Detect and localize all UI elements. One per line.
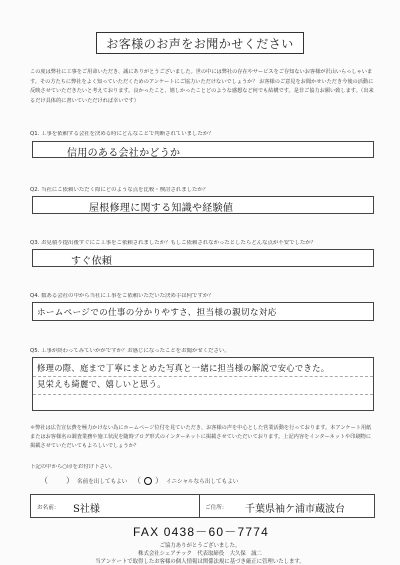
survey-title-text: お客様のお声をお聞かせください xyxy=(106,36,294,51)
choice-bracket-open: （ xyxy=(133,476,141,485)
survey-title xyxy=(96,32,304,54)
customer-info-box xyxy=(30,494,375,518)
question-1-answer-box xyxy=(32,141,374,158)
footer-privacy: 当アンケートで取得したお客様の個人情報は関係法規に基づき厳正に管理いたします。 xyxy=(95,559,305,565)
question-3-label: Q3. お見積り提出後すぐにご工事をご依頼されましたか？もしご依頼されなかったとしたらどんな点が不安でしたか？ xyxy=(30,240,317,246)
question-1-answer: 信用のある会社かどうか xyxy=(67,148,181,159)
fax-number: FAX 0438－60－7774 xyxy=(133,525,269,539)
name-label: お名前： xyxy=(37,505,60,511)
intro-paragraph: この度は弊社に工事をご用命いただき、誠にありがとうございました。世の中には弊社の存在やサービスをご存知ないお客様が沢山いらっしゃいます。その方たちに弊社をよく知っていただくためのアンケートにご協力いただけないでしょうか？ お客様のご意見をお聞かせいただき今後の活動に反映させていただきたいと考えております。良かったこと、嬉しかったことどのような感想など何でも結構です。是非ご協力お願い致します。（出来るだけ具体的に書いていただければ幸いです） xyxy=(30,69,374,104)
choice-name-ok[interactable] xyxy=(40,475,127,486)
name-value: S社様 xyxy=(73,504,100,515)
question-5-answer-box xyxy=(32,357,374,411)
question-2-answer: 屋根修理に関する知識や経験値 xyxy=(89,203,234,214)
choice-name-ok-label: 名前を出してもよい xyxy=(77,478,128,485)
choice-bracket-open: （ xyxy=(40,476,48,485)
question-3-answer-box xyxy=(32,249,374,267)
question-2-answer-box xyxy=(32,196,374,214)
address-value: 千葉県袖ケ浦市蔵波台 xyxy=(245,504,345,515)
footer-thanks: ご協力ありがとうございました。 xyxy=(159,543,241,549)
choice-prompt: 下記の中から○印をお付け下さい。 xyxy=(30,464,116,470)
choice-bracket-close: ） xyxy=(66,476,74,485)
question-2-label: Q2. 当社にご依頼いただく際にどのような点を比較・検討されましたか？ xyxy=(30,187,209,193)
choice-initial-ok-label: イニシャルなら出してもよい xyxy=(166,478,239,485)
circle-mark-icon xyxy=(144,477,152,485)
info-divider xyxy=(199,495,200,517)
footer-company: 株式会社シェアテック 代表取締役 大久保 誠二 xyxy=(138,551,262,557)
choice-bracket-close: ） xyxy=(155,476,163,485)
choice-initial-ok[interactable] xyxy=(133,475,238,486)
question-4-answer-box xyxy=(32,302,374,321)
address-label: ご住所： xyxy=(205,505,228,511)
question-4-answer: ホームページでの仕事の分かりやすさ、担当様の親切な対応 xyxy=(37,308,277,318)
publication-notice: ＊弊社は広告宣伝費を極力かけない為にホームページ位付を見ていただき、お客様の声を中心とした営業活動を行っております。本アンケート用紙またはお客様名の調査業務や施工状況を随時ブログ形式のインターネットに掲載させていただいております。上記内容をインターネットや印刷物に掲載させていただいてもよろしいでしょうか？ xyxy=(30,425,372,449)
question-5-answer-line-1: 修理の際、庭まで丁寧にまとめた写真と一緒に担当様の解説で安心できた。 xyxy=(37,363,330,373)
question-3-answer: すぐ依頼 xyxy=(71,256,113,267)
question-4-label: Q4. 数ある会社の中から当社に工事をご依頼いただいた決め手は何ですか？ xyxy=(30,293,214,299)
question-5-answer-line-2: 見栄えも綺麗で、嬉しいと思う。 xyxy=(37,379,166,389)
question-5-label: Q5. 工事が終わってみていかがですか？お感じになったことをお聞かせください。 xyxy=(30,348,230,354)
question-1-label: Q1. 工事を依頼する会社を決める時にどんなことで判断されていましたか？ xyxy=(30,131,214,137)
answer-rule xyxy=(33,394,373,395)
answer-rule xyxy=(33,376,373,377)
